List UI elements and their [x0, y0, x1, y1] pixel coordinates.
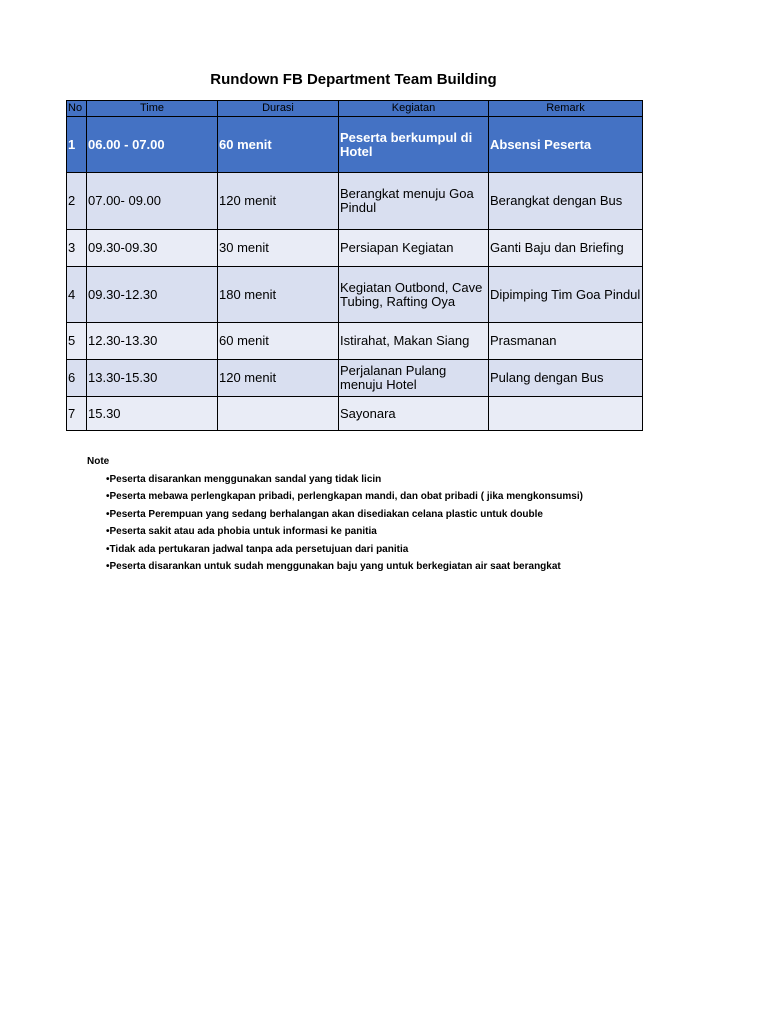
cell-time: 07.00- 09.00 — [87, 173, 218, 230]
note-section — [87, 453, 583, 576]
cell-time: 15.30 — [87, 397, 218, 431]
note-item: •Peserta sakit atau ada phobia untuk informasi ke panitia — [106, 526, 377, 537]
table-row — [67, 323, 643, 360]
cell-durasi: 120 menit — [218, 173, 339, 230]
rundown-table — [66, 100, 643, 431]
header-no: No — [67, 101, 87, 117]
cell-time: 06.00 - 07.00 — [87, 117, 218, 173]
document-title: Rundown FB Department Team Building — [210, 71, 497, 88]
cell-kegiatan: Sayonara — [339, 397, 489, 431]
cell-durasi — [218, 397, 339, 431]
table-row — [67, 360, 643, 397]
cell-durasi: 120 menit — [218, 360, 339, 397]
cell-no: 6 — [67, 360, 87, 397]
table-row — [67, 117, 643, 173]
cell-kegiatan: Perjalanan Pulang menuju Hotel — [339, 360, 489, 397]
cell-remark: Absensi Peserta — [489, 117, 643, 173]
cell-time: 09.30-12.30 — [87, 267, 218, 323]
table-row — [67, 267, 643, 323]
note-item: •Peserta disarankan menggunakan sandal yang tidak licin — [106, 473, 382, 485]
cell-durasi: 180 menit — [218, 267, 339, 323]
note-item: •Peserta Perempuan yang sedang berhalangan akan disediakan celana plastic untuk double — [106, 508, 543, 520]
cell-kegiatan: Kegiatan Outbond, Cave Tubing, Rafting Oya — [339, 267, 489, 323]
header-kegiatan: Kegiatan — [339, 101, 489, 117]
cell-remark: Pulang dengan Bus — [489, 360, 643, 397]
cell-remark: Prasmanan — [489, 323, 643, 360]
table-row — [67, 397, 643, 431]
cell-durasi: 60 menit — [218, 117, 339, 173]
note-item: •Tidak ada pertukaran jadwal tanpa ada persetujuan dari panitia — [106, 543, 409, 555]
note-label: Note — [87, 456, 110, 467]
cell-time: 12.30-13.30 — [87, 323, 218, 360]
cell-remark — [489, 397, 643, 431]
cell-no: 3 — [67, 230, 87, 267]
cell-kegiatan: Istirahat, Makan Siang — [339, 323, 489, 360]
cell-kegiatan: Berangkat menuju Goa Pindul — [339, 173, 489, 230]
cell-remark: Berangkat dengan Bus — [489, 173, 643, 230]
cell-no: 2 — [67, 173, 87, 230]
cell-kegiatan: Persiapan Kegiatan — [339, 230, 489, 267]
cell-durasi: 30 menit — [218, 230, 339, 267]
cell-durasi: 60 menit — [218, 323, 339, 360]
header-time: Time — [87, 101, 218, 117]
table-row — [67, 173, 643, 230]
table-header-row — [67, 101, 643, 117]
cell-remark: Dipimping Tim Goa Pindul — [489, 267, 643, 323]
cell-no: 4 — [67, 267, 87, 323]
note-item: •Peserta disarankan untuk sudah menggunakan baju yang untuk berkegiatan air saat berangkat — [106, 561, 561, 572]
cell-no: 5 — [67, 323, 87, 360]
cell-no: 1 — [67, 117, 87, 173]
table-row — [67, 230, 643, 267]
cell-no: 7 — [67, 397, 87, 431]
note-item: •Peserta mebawa perlengkapan pribadi, perlengkapan mandi, dan obat pribadi ( jika mengkonsumsi) — [106, 491, 583, 502]
cell-remark: Ganti Baju dan Briefing — [489, 230, 643, 267]
cell-kegiatan: Peserta berkumpul di Hotel — [339, 117, 489, 173]
header-remark: Remark — [489, 101, 643, 117]
cell-time: 09.30-09.30 — [87, 230, 218, 267]
cell-time: 13.30-15.30 — [87, 360, 218, 397]
header-durasi: Durasi — [218, 101, 339, 117]
note-list — [87, 471, 583, 576]
